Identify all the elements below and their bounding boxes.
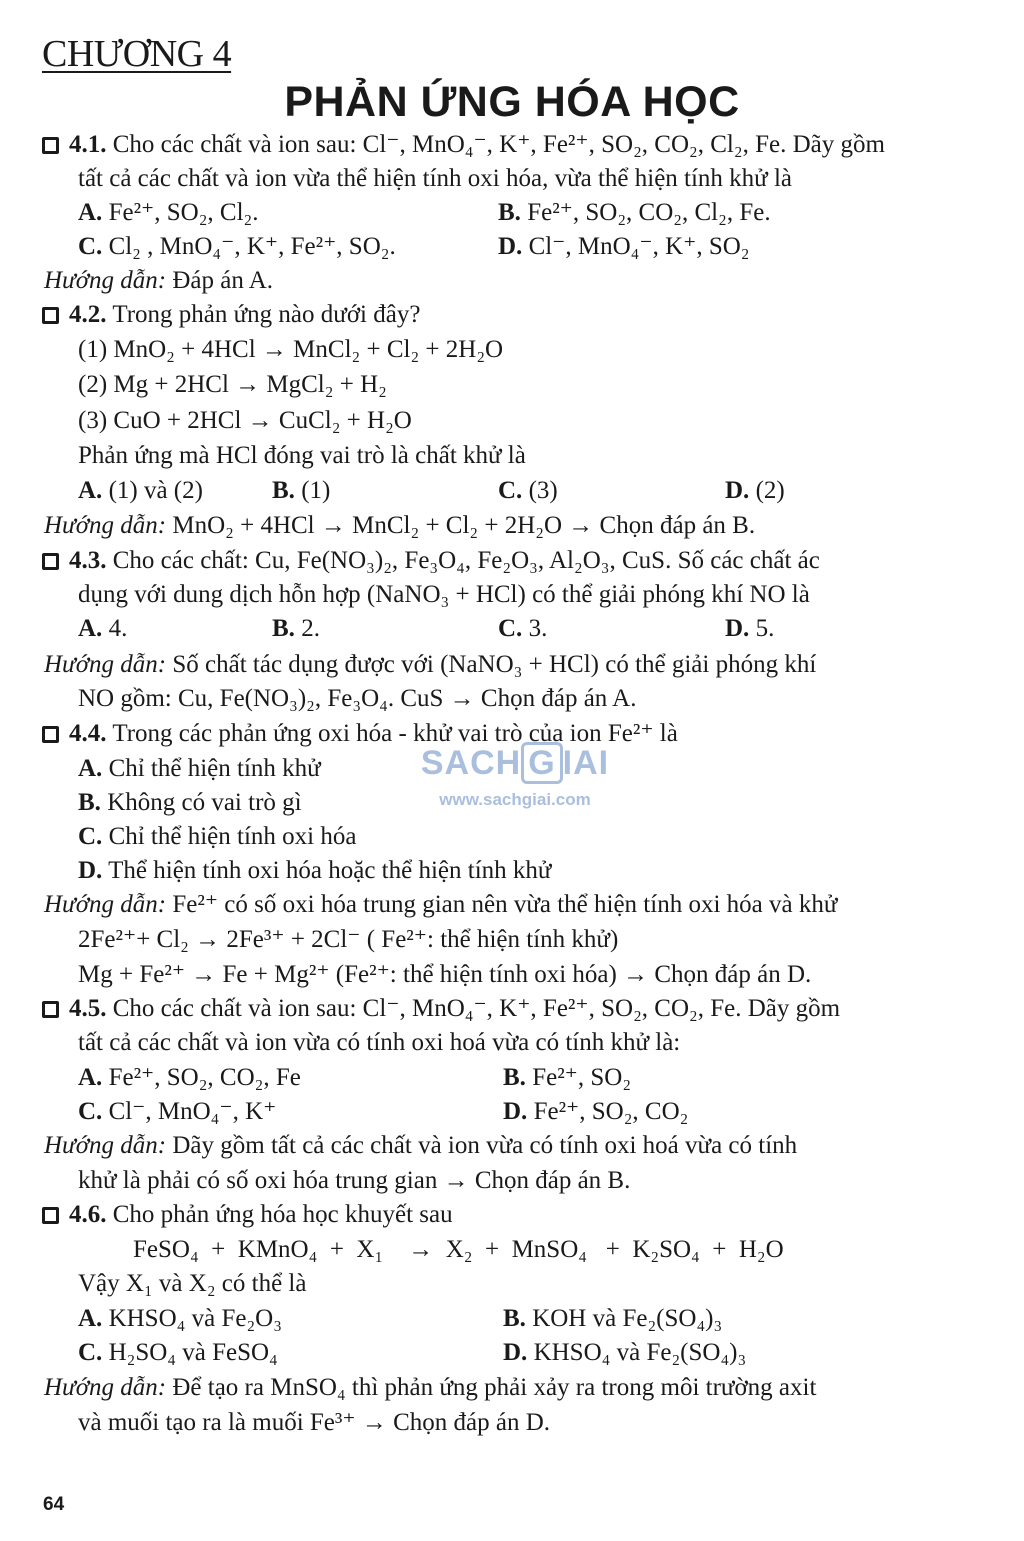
option-text: Cl⁻, MnO₄⁻, K⁺, SO₂ xyxy=(528,233,750,260)
checkbox-icon xyxy=(42,726,59,743)
option-b xyxy=(503,1304,722,1334)
option-b xyxy=(272,476,330,506)
option-c xyxy=(78,1097,276,1127)
question-4-1 xyxy=(42,130,885,160)
option-text: (2) xyxy=(755,477,785,504)
option-c xyxy=(78,232,396,262)
hint-label: Hướng dẫn: xyxy=(44,1374,167,1401)
option-text: KOH và Fe₂(SO₄)₃ xyxy=(532,1305,723,1332)
hint-text: Dãy gồm tất cả các chất và ion vừa có tính oxi hoá vừa có tính xyxy=(172,1132,798,1159)
option-text: 5. xyxy=(755,615,775,642)
option-text: Fe²⁺, SO₂, CO₂, Cl₂, Fe. xyxy=(527,199,771,226)
option-text: H₂SO₄ và FeSO₄ xyxy=(108,1339,278,1366)
hint-text-cont: 2Fe²⁺+ Cl₂ → 2Fe³⁺ + 2Cl⁻ ( Fe²⁺: thể hiện tính khử) xyxy=(78,926,619,953)
checkbox-icon xyxy=(42,1207,59,1224)
option-label: A. xyxy=(78,1064,103,1091)
option-b xyxy=(78,788,302,818)
option-label: B. xyxy=(272,615,295,642)
option-c xyxy=(78,1338,278,1368)
hint-text: Để tạo ra MnSO₄ thì phản ứng phải xảy ra trong môi trường axit xyxy=(172,1374,817,1401)
reaction-1: (1) MnO₂ + 4HCl → MnCl₂ + Cl₂ + 2H₂O xyxy=(78,336,504,363)
option-text: Thể hiện tính oxi hóa hoặc thể hiện tính khử xyxy=(108,857,552,884)
option-d xyxy=(725,476,785,506)
question-text: Trong phản ứng nào dưới đây? xyxy=(112,301,421,328)
option-a xyxy=(78,614,127,644)
hint-text: Số chất tác dụng được với (NaNO₃ + HCl) có thể giải phóng khí xyxy=(172,651,817,678)
question-4-5 xyxy=(42,994,840,1024)
question-text: Trong các phản ứng oxi hóa - khử vai trò của ion Fe²⁺ là xyxy=(112,720,678,747)
option-label: C. xyxy=(498,477,523,504)
option-text: Cl⁻, MnO₄⁻, K⁺ xyxy=(108,1098,277,1125)
question-text-cont: dụng với dung dịch hỗn hợp (NaNO₃ + HCl) có thể giải phóng khí NO là xyxy=(78,581,810,608)
option-text: (1) và (2) xyxy=(108,477,203,504)
option-text: Fe²⁺, SO₂, CO₂, Fe xyxy=(108,1064,301,1091)
watermark-g-mark: G xyxy=(521,742,562,784)
page-number: 64 xyxy=(43,1494,65,1515)
option-text: KHSO₄ và Fe₂(SO₄)₃ xyxy=(533,1339,747,1366)
option-label: A. xyxy=(78,477,103,504)
option-label: D. xyxy=(725,615,750,642)
hint-text: MnO₂ + 4HCl → MnCl₂ + Cl₂ + 2H₂O → Chọn đáp án B. xyxy=(172,512,756,539)
option-label: B. xyxy=(498,199,521,226)
question-number: 4.2. xyxy=(69,301,107,328)
option-label: A. xyxy=(78,755,103,782)
question-4-2 xyxy=(42,300,420,330)
hint-text-cont: Mg + Fe²⁺ → Fe + Mg²⁺ (Fe²⁺: thể hiện tính oxi hóa) → Chọn đáp án D. xyxy=(78,961,812,988)
option-text: Fe²⁺, SO₂ xyxy=(532,1064,632,1091)
option-d xyxy=(503,1338,746,1368)
hint xyxy=(44,1131,797,1161)
question-text-cont: Phản ứng mà HCl đóng vai trò là chất khử là xyxy=(78,442,526,469)
hint-text-cont: khử là phải có số oxi hóa trung gian → Chọn đáp án B. xyxy=(78,1167,631,1194)
option-d xyxy=(498,232,750,262)
option-text: 4. xyxy=(108,615,128,642)
hint xyxy=(44,1373,816,1403)
option-a xyxy=(78,476,203,506)
checkbox-icon xyxy=(42,137,59,154)
question-text: Cho các chất và ion sau: Cl⁻, MnO₄⁻, K⁺, Fe²⁺, SO₂, CO₂, Cl₂, Fe. Dãy gồm xyxy=(112,131,885,158)
question-number: 4.1. xyxy=(69,131,107,158)
option-d xyxy=(725,614,774,644)
option-a xyxy=(78,1304,282,1334)
option-label: B. xyxy=(503,1305,526,1332)
option-label: D. xyxy=(725,477,750,504)
hint-label: Hướng dẫn: xyxy=(44,891,167,918)
option-label: D. xyxy=(503,1339,528,1366)
hint-label: Hướng dẫn: xyxy=(44,651,167,678)
checkbox-icon xyxy=(42,553,59,570)
option-label: D. xyxy=(503,1098,528,1125)
option-text: (1) xyxy=(301,477,331,504)
question-number: 4.3. xyxy=(69,547,107,574)
question-number: 4.6. xyxy=(69,1201,107,1228)
hint xyxy=(44,511,755,541)
hint-label: Hướng dẫn: xyxy=(44,512,167,539)
hint-text: Fe²⁺ có số oxi hóa trung gian nên vừa thể hiện tính oxi hóa và khử xyxy=(172,891,838,918)
option-label: A. xyxy=(78,199,103,226)
option-d xyxy=(503,1097,688,1127)
option-text: Cl₂ , MnO₄⁻, K⁺, Fe²⁺, SO₂. xyxy=(108,233,396,260)
option-label: C. xyxy=(78,233,103,260)
reaction-2: (2) Mg + 2HCl → MgCl₂ + H₂ xyxy=(78,371,387,398)
option-c xyxy=(78,822,356,852)
option-text: KHSO₄ và Fe₂O₃ xyxy=(108,1305,282,1332)
option-text: Chỉ thể hiện tính khử xyxy=(108,755,321,782)
option-label: C. xyxy=(498,615,523,642)
hint-text-cont: và muối tạo ra là muối Fe³⁺ → Chọn đáp án D. xyxy=(78,1409,550,1436)
question-text: Cho các chất: Cu, Fe(NO₃)₂, Fe₃O₄, Fe₂O₃, Al₂O₃, CuS. Số các chất ác xyxy=(112,547,820,574)
hint-text: Đáp án A. xyxy=(172,267,274,294)
chapter-heading: CHƯƠNG 4 xyxy=(42,33,232,75)
chapter-title: PHẢN ỨNG HÓA HỌC xyxy=(284,78,740,126)
question-number: 4.4. xyxy=(69,720,107,747)
question-text: Cho phản ứng hóa học khuyết sau xyxy=(112,1201,453,1228)
question-text-cont: tất cả các chất và ion vừa thể hiện tính oxi hóa, vừa thể hiện tính khử là xyxy=(78,165,793,192)
option-label: A. xyxy=(78,615,103,642)
question-4-6 xyxy=(42,1200,453,1230)
reaction-3: (3) CuO + 2HCl → CuCl₂ + H₂O xyxy=(78,407,412,434)
option-label: D. xyxy=(498,233,523,260)
question-text: Cho các chất và ion sau: Cl⁻, MnO₄⁻, K⁺, Fe²⁺, SO₂, CO₂, Fe. Dãy gồm xyxy=(112,995,841,1022)
option-d xyxy=(78,856,551,886)
watermark-brand-right: IAI xyxy=(562,744,610,782)
option-label: A. xyxy=(78,1305,103,1332)
option-label: B. xyxy=(272,477,295,504)
hint xyxy=(44,890,837,920)
question-text-cont: tất cả các chất và ion vừa có tính oxi hoá vừa có tính khử là: xyxy=(78,1029,681,1056)
option-b xyxy=(503,1063,631,1093)
watermark-brand-left: SACH xyxy=(420,744,522,782)
option-text: (3) xyxy=(528,477,558,504)
watermark-brand xyxy=(410,742,620,784)
hint xyxy=(44,650,816,680)
option-a xyxy=(78,1063,301,1093)
option-label: C. xyxy=(78,1339,103,1366)
option-text: Không có vai trò gì xyxy=(107,789,302,816)
question-number: 4.5. xyxy=(69,995,107,1022)
option-label: C. xyxy=(78,1098,103,1125)
option-text: Fe²⁺, SO₂, Cl₂. xyxy=(108,199,259,226)
option-label: C. xyxy=(78,823,103,850)
watermark-logo xyxy=(410,742,620,810)
hint-label: Hướng dẫn: xyxy=(44,1132,167,1159)
option-text: Fe²⁺, SO₂, CO₂ xyxy=(533,1098,689,1125)
option-label: B. xyxy=(78,789,101,816)
checkbox-icon xyxy=(42,307,59,324)
question-text-cont: Vậy X₁ và X₂ có thể là xyxy=(78,1270,307,1297)
option-a xyxy=(78,198,259,228)
hint-label: Hướng dẫn: xyxy=(44,267,167,294)
question-4-3 xyxy=(42,546,820,576)
option-text: Chỉ thể hiện tính oxi hóa xyxy=(108,823,357,850)
option-text: 2. xyxy=(301,615,320,642)
option-b xyxy=(498,198,771,228)
option-c xyxy=(498,476,558,506)
reaction-equation: FeSO₄ + KMnO₄ + X₁ → X₂ + MnSO₄ + K₂SO₄ + H₂O xyxy=(133,1236,784,1263)
option-a xyxy=(78,754,321,784)
option-label: B. xyxy=(503,1064,526,1091)
option-b xyxy=(272,614,320,644)
hint-text-cont: NO gồm: Cu, Fe(NO₃)₂, Fe₃O₄. CuS → Chọn đáp án A. xyxy=(78,685,637,712)
option-text: 3. xyxy=(528,615,548,642)
hint xyxy=(44,266,273,296)
watermark-url: www.sachgiai.com xyxy=(439,790,591,809)
option-c xyxy=(498,614,547,644)
option-label: D. xyxy=(78,857,103,884)
checkbox-icon xyxy=(42,1001,59,1018)
